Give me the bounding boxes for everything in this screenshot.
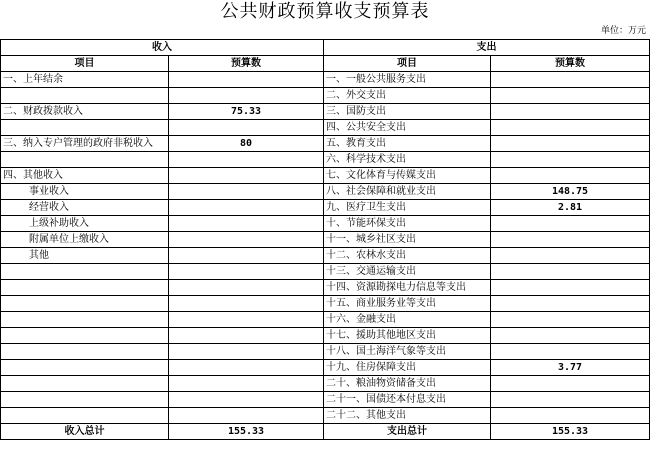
expense-value-cell: [491, 408, 650, 424]
income-item-cell: [1, 280, 169, 296]
income-item-cell: 一、上年结余: [1, 72, 169, 88]
income-item-cell: 四、其他收入: [1, 168, 169, 184]
income-value-cell: [169, 280, 324, 296]
table-row: [1, 264, 650, 280]
income-item-cell: [1, 328, 169, 344]
expense-value-cell: [491, 328, 650, 344]
column-header-row: [1, 56, 650, 72]
income-value-cell: [169, 392, 324, 408]
income-value-cell: [169, 360, 324, 376]
expense-value-cell: 2.81: [491, 200, 650, 216]
expense-budget-header: 预算数: [491, 56, 650, 72]
table-row: [1, 280, 650, 296]
income-value-cell: [169, 232, 324, 248]
income-value-cell: [169, 264, 324, 280]
expense-value-cell: [491, 344, 650, 360]
income-total-value: 155.33: [169, 424, 324, 440]
expense-item-cell: 十一、城乡社区支出: [324, 232, 491, 248]
income-item-cell: 附属单位上缴收入: [1, 232, 169, 248]
table-row: [1, 328, 650, 344]
table-row: [1, 344, 650, 360]
expense-item-cell: 四、公共安全支出: [324, 120, 491, 136]
expense-total-label: 支出总计: [324, 424, 491, 440]
income-value-cell: [169, 72, 324, 88]
income-value-cell: [169, 248, 324, 264]
income-item-cell: [1, 408, 169, 424]
expense-item-cell: 三、国防支出: [324, 104, 491, 120]
expense-value-cell: 148.75: [491, 184, 650, 200]
income-item-cell: [1, 88, 169, 104]
table-row: [1, 296, 650, 312]
expense-item-cell: 十六、金融支出: [324, 312, 491, 328]
expense-section-header: 支出: [324, 40, 650, 56]
expense-item-cell: 十九、住房保障支出: [324, 360, 491, 376]
table-row: [1, 168, 650, 184]
expense-item-header: 项目: [324, 56, 491, 72]
income-item-cell: [1, 360, 169, 376]
expense-value-cell: [491, 376, 650, 392]
expense-item-cell: 十三、交通运输支出: [324, 264, 491, 280]
income-item-cell: [1, 264, 169, 280]
table-row: [1, 392, 650, 408]
income-item-cell: [1, 376, 169, 392]
income-value-cell: [169, 120, 324, 136]
income-value-cell: [169, 312, 324, 328]
expense-item-cell: 二十二、其他支出: [324, 408, 491, 424]
expense-item-cell: 七、文化体育与传媒支出: [324, 168, 491, 184]
income-item-cell: [1, 344, 169, 360]
income-value-cell: [169, 216, 324, 232]
table-row: [1, 216, 650, 232]
expense-total-value: 155.33: [491, 424, 650, 440]
income-item-cell: [1, 296, 169, 312]
table-row: [1, 376, 650, 392]
table-row: [1, 104, 650, 120]
expense-value-cell: [491, 392, 650, 408]
expense-value-cell: [491, 248, 650, 264]
income-value-cell: 80: [169, 136, 324, 152]
expense-item-cell: 五、教育支出: [324, 136, 491, 152]
income-value-cell: [169, 328, 324, 344]
income-item-cell: [1, 392, 169, 408]
income-value-cell: [169, 408, 324, 424]
income-item-cell: 二、财政拨款收入: [1, 104, 169, 120]
expense-value-cell: [491, 72, 650, 88]
table-row: [1, 72, 650, 88]
expense-item-cell: 一、一般公共服务支出: [324, 72, 491, 88]
table-row: [1, 88, 650, 104]
income-value-cell: [169, 184, 324, 200]
table-row: [1, 312, 650, 328]
table-row: [1, 184, 650, 200]
unit-label: 单位：万元: [600, 26, 646, 36]
table-row: [1, 248, 650, 264]
income-section-header: 收入: [1, 40, 324, 56]
page-title: 公共财政预算收支预算表: [220, 1, 430, 22]
expense-item-cell: 八、社会保障和就业支出: [324, 184, 491, 200]
table-row: [1, 200, 650, 216]
income-item-cell: 其他: [1, 248, 169, 264]
expense-value-cell: [491, 152, 650, 168]
expense-value-cell: [491, 296, 650, 312]
income-item-cell: 上级补助收入: [1, 216, 169, 232]
income-value-cell: [169, 168, 324, 184]
expense-item-cell: 十、节能环保支出: [324, 216, 491, 232]
expense-value-cell: [491, 168, 650, 184]
expense-item-cell: 十七、援助其他地区支出: [324, 328, 491, 344]
income-value-cell: [169, 88, 324, 104]
expense-value-cell: [491, 280, 650, 296]
income-value-cell: 75.33: [169, 104, 324, 120]
table-row: [1, 408, 650, 424]
expense-value-cell: [491, 120, 650, 136]
totals-row: [1, 424, 650, 440]
income-value-cell: [169, 200, 324, 216]
income-value-cell: [169, 152, 324, 168]
table-row: [1, 136, 650, 152]
expense-value-cell: 3.77: [491, 360, 650, 376]
expense-item-cell: 二、外交支出: [324, 88, 491, 104]
expense-value-cell: [491, 104, 650, 120]
income-value-cell: [169, 296, 324, 312]
expense-value-cell: [491, 136, 650, 152]
expense-item-cell: 十四、资源勘探电力信息等支出: [324, 280, 491, 296]
expense-value-cell: [491, 88, 650, 104]
income-item-header: 项目: [1, 56, 169, 72]
table-row: [1, 232, 650, 248]
expense-item-cell: 六、科学技术支出: [324, 152, 491, 168]
income-item-cell: 经营收入: [1, 200, 169, 216]
table-row: [1, 120, 650, 136]
income-item-cell: 事业收入: [1, 184, 169, 200]
table-row: [1, 152, 650, 168]
section-header-row: [1, 40, 650, 56]
expense-item-cell: 十五、商业服务业等支出: [324, 296, 491, 312]
expense-item-cell: 二十、粮油物资储备支出: [324, 376, 491, 392]
budget-table: [0, 39, 650, 440]
table-row: [1, 360, 650, 376]
expense-value-cell: [491, 264, 650, 280]
income-item-cell: [1, 152, 169, 168]
expense-value-cell: [491, 216, 650, 232]
expense-value-cell: [491, 312, 650, 328]
expense-item-cell: 十八、国土海洋气象等支出: [324, 344, 491, 360]
expense-item-cell: 二十一、国债还本付息支出: [324, 392, 491, 408]
expense-item-cell: 十二、农林水支出: [324, 248, 491, 264]
income-item-cell: [1, 120, 169, 136]
expense-value-cell: [491, 232, 650, 248]
income-value-cell: [169, 376, 324, 392]
income-budget-header: 预算数: [169, 56, 324, 72]
expense-item-cell: 九、医疗卫生支出: [324, 200, 491, 216]
income-item-cell: [1, 312, 169, 328]
income-value-cell: [169, 344, 324, 360]
income-total-label: 收入总计: [1, 424, 169, 440]
income-item-cell: 三、纳入专户管理的政府非税收入: [1, 136, 169, 152]
